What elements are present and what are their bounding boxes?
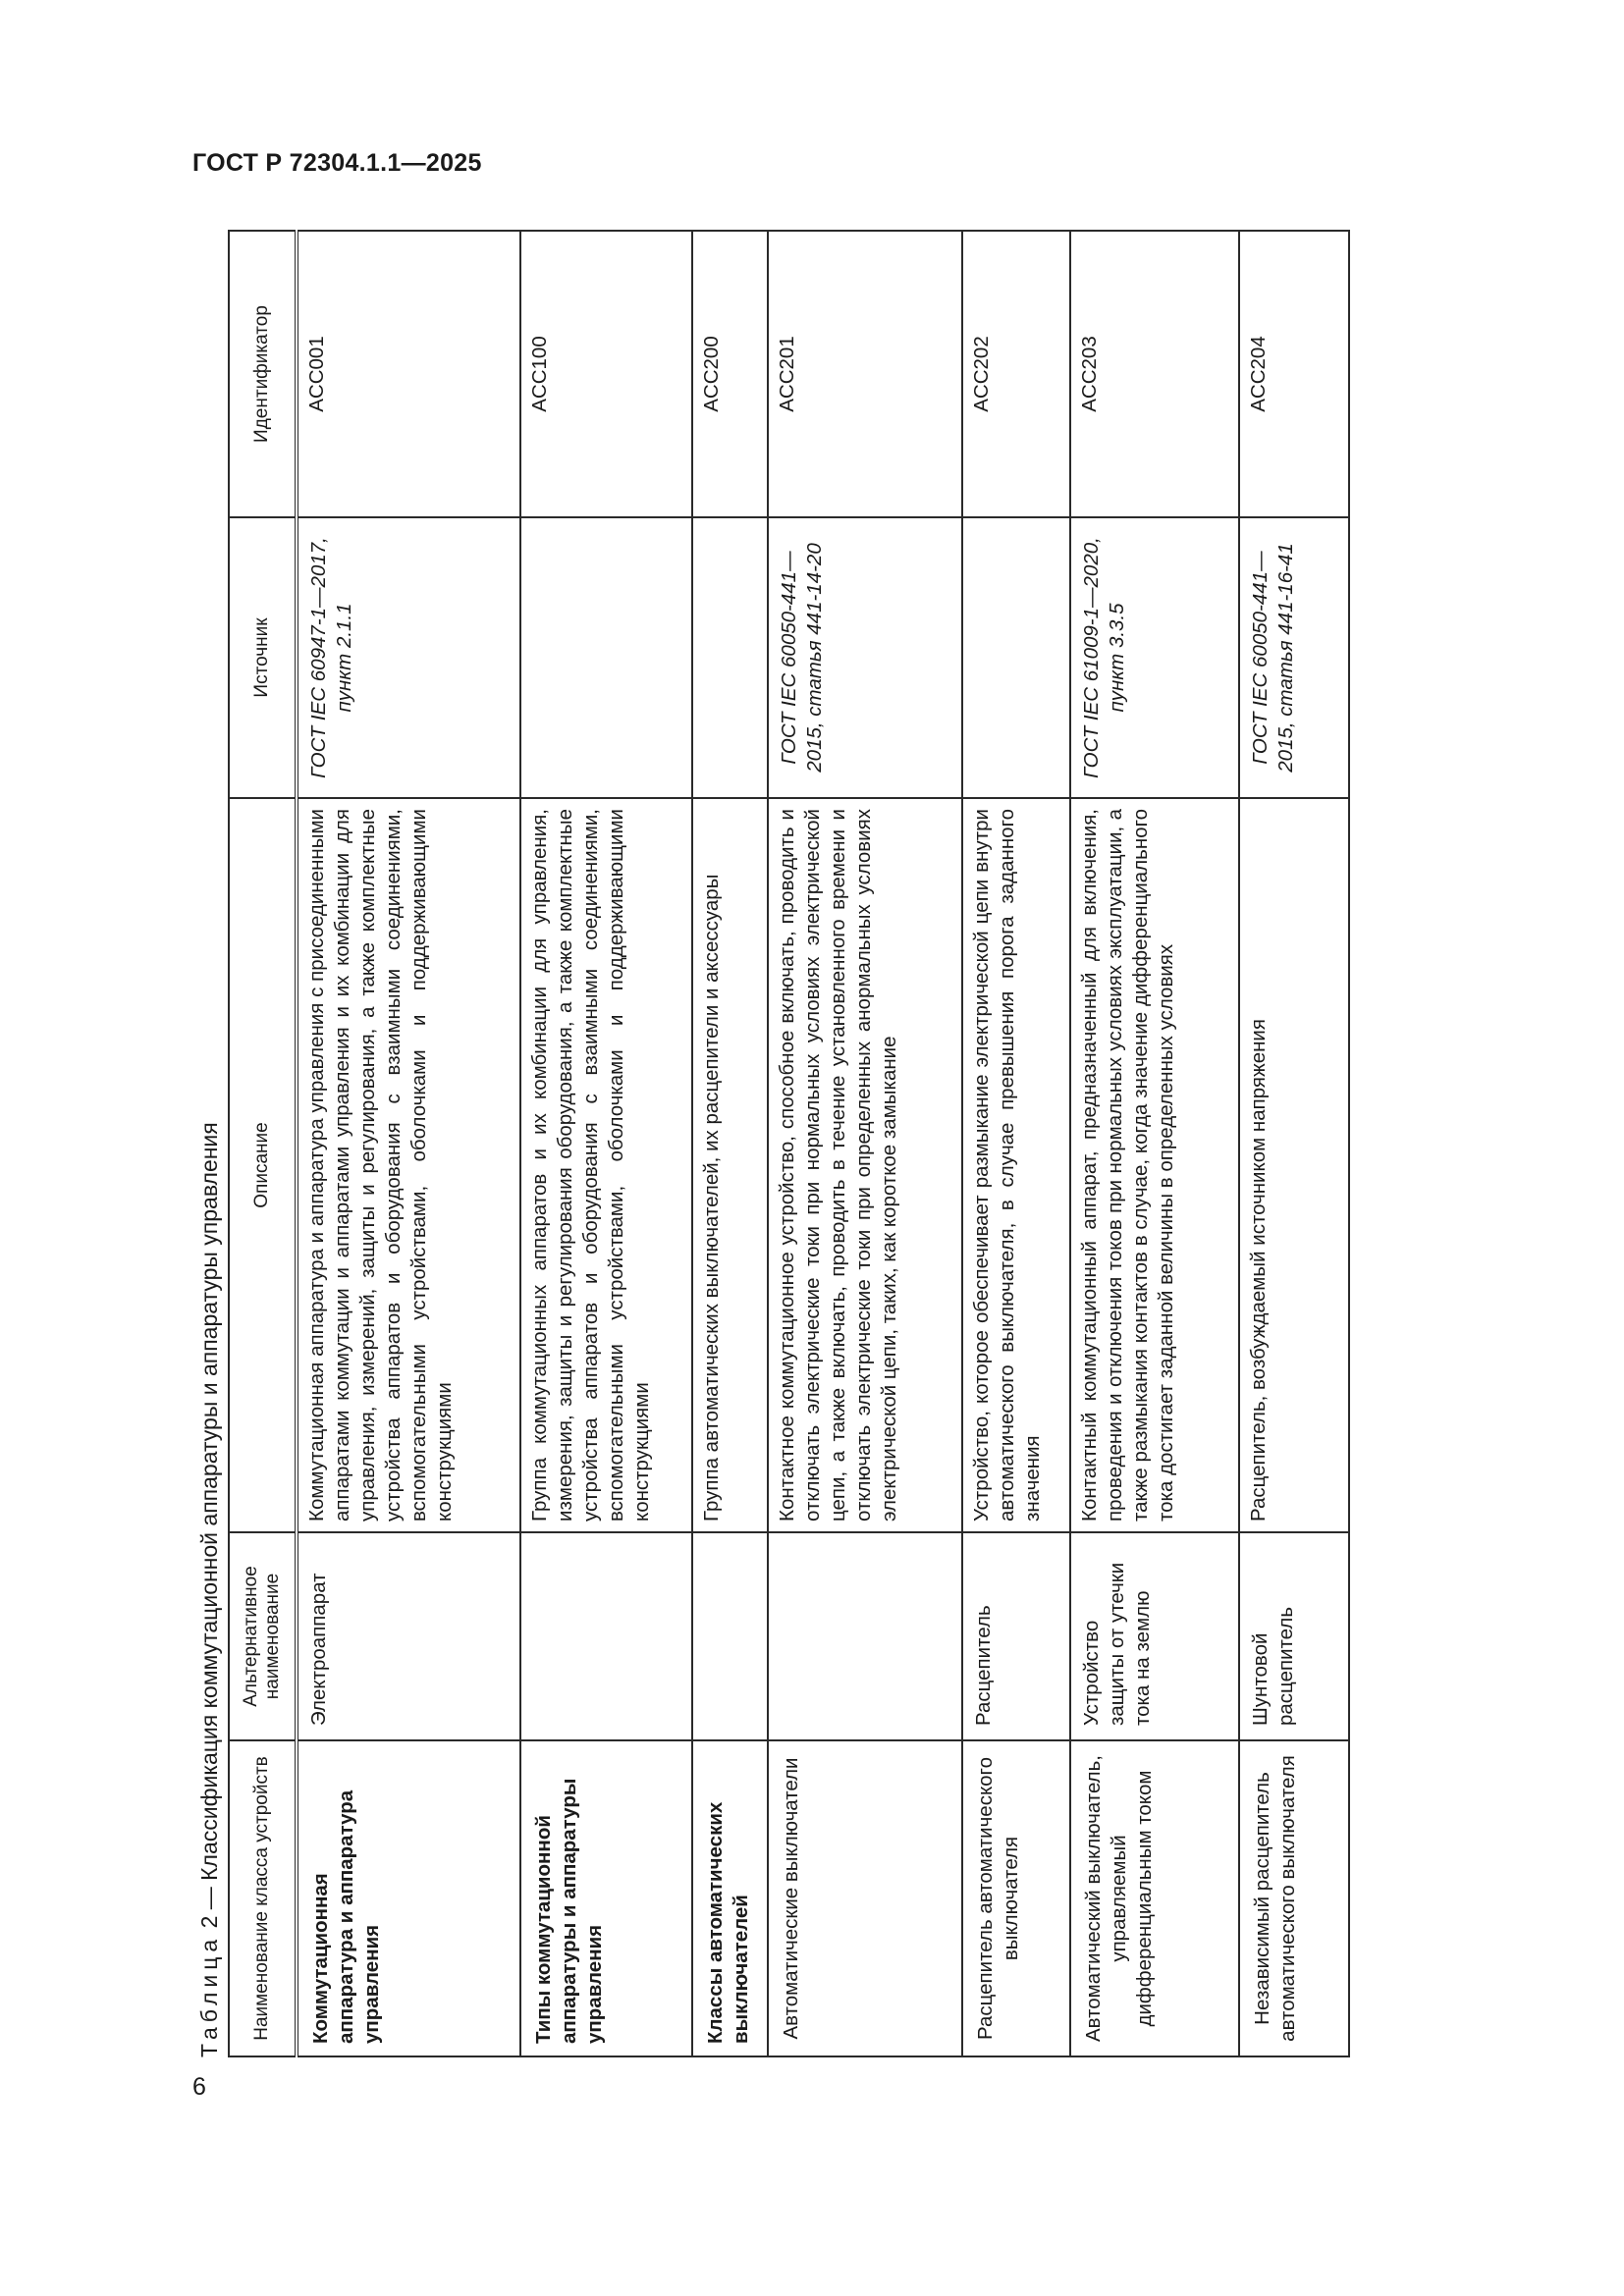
table-row	[297, 231, 520, 2056]
table-row	[962, 231, 1070, 2056]
row-id: ACC100	[520, 231, 692, 517]
row-name: Расцепитель автоматического выключателя	[962, 1740, 1070, 2056]
header-id: Идентификатор	[229, 231, 297, 517]
document-header: ГОСТ Р 72304.1.1—2025	[192, 149, 482, 177]
header-name: Наименование класса устройств	[229, 1740, 297, 2056]
table-caption-text: — Классификация коммутационной аппаратуры и аппаратуры управления	[196, 1122, 222, 1910]
row-desc: Коммутационная аппаратура и аппаратура управления с присоединенными аппаратами коммутации и аппаратами управления и их комбинации для управления, измерений, защиты и регулирования, а также комплектные устройства аппаратов и оборудования с взаимными соединениями, вспомогательными устройствами, оболочками и поддерживающими конструкциями	[297, 798, 520, 1532]
row-name: Классы автоматических выключателей	[692, 1740, 768, 2056]
classification-table	[228, 230, 1350, 2057]
row-alt: Шунтовой расцепитель	[1239, 1532, 1349, 1740]
row-desc: Контактное коммутационное устройство, способное включать, проводить и отключать электрические токи при нормальных условиях электрической цепи, а также включать, проводить в течение установленного времени и отключать электрические токи при определенных анормальных условиях электрической цепи, таких, как короткое замыкание	[768, 798, 962, 1532]
row-id: ACC001	[297, 231, 520, 517]
row-src	[520, 517, 692, 798]
table-caption	[192, 1122, 226, 2057]
row-name: Автоматический выключатель, управляемый дифференциальным током	[1070, 1740, 1239, 2056]
row-id: ACC203	[1070, 231, 1239, 517]
row-src	[692, 517, 768, 798]
table-caption-label: Таблица	[196, 1934, 222, 2057]
row-src: ГОСТ IEC 60050-441—2015, статья 441-14-20	[768, 517, 962, 798]
row-src: ГОСТ IEC 60947-1—2017, пункт 2.1.1	[297, 517, 520, 798]
rotated-table-block	[192, 232, 1371, 2057]
row-id: ACC200	[692, 231, 768, 517]
row-id: ACC202	[962, 231, 1070, 517]
header-src: Источник	[229, 517, 297, 798]
row-name: Автоматические выключатели	[768, 1740, 962, 2056]
header-alt: Альтернативное наименование	[229, 1532, 297, 1740]
table-caption-number: 2	[196, 1915, 222, 1929]
row-src: ГОСТ IEC 61009-1—2020, пункт 3.3.5	[1070, 517, 1239, 798]
row-name: Типы коммутационной аппаратуры и аппаратуры управления	[520, 1740, 692, 2056]
table-row	[768, 231, 962, 2056]
row-desc: Группа автоматических выключателей, их расцепители и аксессуары	[692, 798, 768, 1532]
table-row	[520, 231, 692, 2056]
row-desc: Устройство, которое обеспечивает размыкание электрической цепи внутри автоматического выключателя, в случае превышения порога заданного значения	[962, 798, 1070, 1532]
table-row	[1070, 231, 1239, 2056]
table-header-row	[229, 231, 297, 2056]
row-alt	[520, 1532, 692, 1740]
row-name: Независимый расцепитель автоматического выключателя	[1239, 1740, 1349, 2056]
row-id: ACC204	[1239, 231, 1349, 517]
row-alt: Устройство защиты от утечки тока на землю	[1070, 1532, 1239, 1740]
row-alt: Электроаппарат	[297, 1532, 520, 1740]
row-id: ACC201	[768, 231, 962, 517]
row-alt	[768, 1532, 962, 1740]
row-desc: Расцепитель, возбуждаемый источником напряжения	[1239, 798, 1349, 1532]
row-name: Коммутационная аппаратура и аппаратура управления	[297, 1740, 520, 2056]
row-alt: Расцепитель	[962, 1532, 1070, 1740]
row-desc: Группа коммутационных аппаратов и их комбинации для управления, измерения, защиты и регулирования оборудования, а также комплектные устройства аппаратов и оборудования с взаимными соединениями, вспомогательными устройствами, оболочками и поддерживающими конструкциями	[520, 798, 692, 1532]
page-number: 6	[192, 2073, 206, 2101]
table-row	[692, 231, 768, 2056]
row-desc: Контактный коммутационный аппарат, предназначенный для включения, проведения и отключения токов при нормальных условиях эксплуатации, а также размыкания контактов в случае, когда значение дифференциального тока достигает заданной величины в определенных условиях	[1070, 798, 1239, 1532]
header-desc: Описание	[229, 798, 297, 1532]
row-src	[962, 517, 1070, 798]
row-src: ГОСТ IEC 60050-441—2015, статья 441-16-41	[1239, 517, 1349, 798]
table-row	[1239, 231, 1349, 2056]
row-alt	[692, 1532, 768, 1740]
